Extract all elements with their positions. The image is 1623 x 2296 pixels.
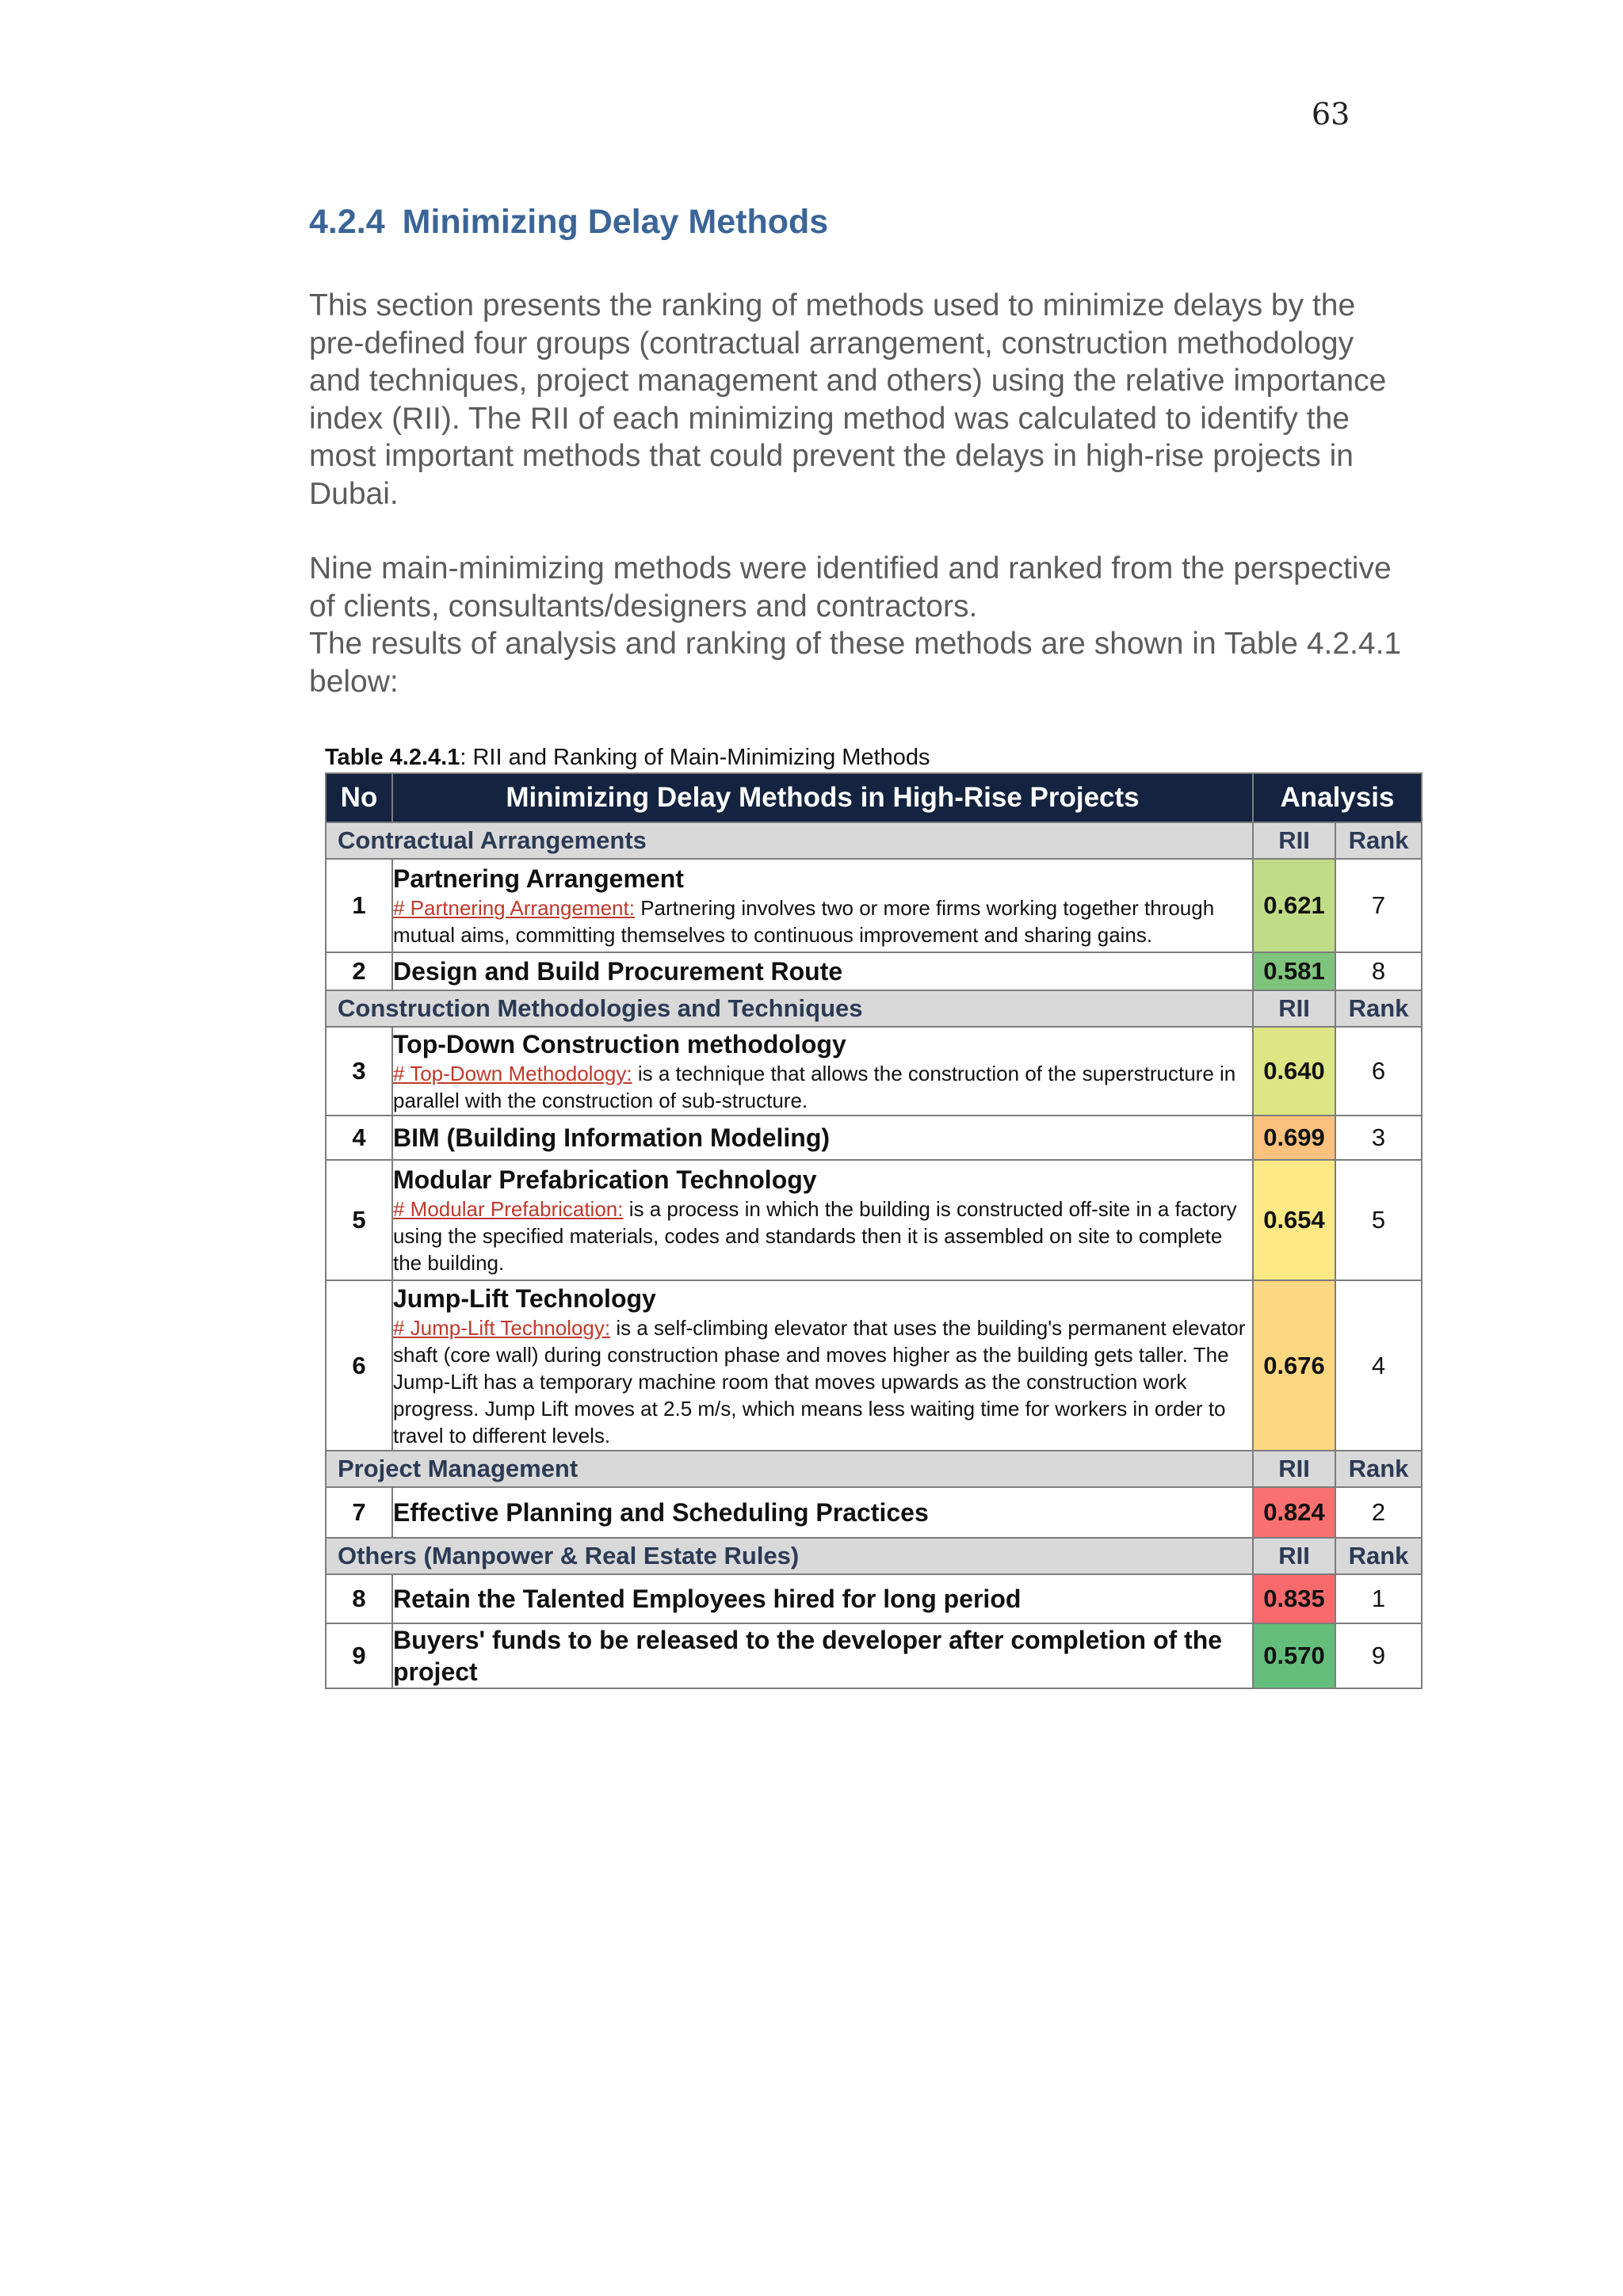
page-number: 63 [1312,97,1350,132]
rank-value: 6 [1335,1027,1422,1116]
section-heading [309,203,828,242]
rank-value: 1 [1335,1574,1422,1623]
header-analysis: Analysis [1253,773,1422,822]
section-number: 4.2.4 [309,203,385,241]
definition-term: # Modular Prefabrication: [393,1197,624,1221]
rii-value: 0.824 [1253,1487,1335,1538]
results-paragraph: The results of analysis and ranking of these methods are shown in Table 4.2.4.1 below: [309,627,1402,699]
method-cell [392,1623,1253,1688]
rii-value: 0.621 [1253,859,1335,952]
table-caption [325,745,930,771]
method-number: 6 [326,1280,392,1451]
method-description [393,1060,1252,1114]
definition-term: # Partnering Arrangement: [393,896,635,920]
rank-value: 2 [1335,1487,1422,1538]
method-number: 4 [326,1116,392,1160]
table-header-row [326,773,1422,822]
method-title: Effective Planning and Scheduling Practices [393,1498,929,1527]
method-description [393,894,1252,948]
header-method: Minimizing Delay Methods in High-Rise Projects [392,773,1253,822]
method-cell [392,1574,1253,1623]
table-row [326,1280,1422,1451]
rii-value: 0.640 [1253,1027,1335,1116]
definition-term: # Jump-Lift Technology: [393,1315,611,1340]
table-caption-text: : RII and Ranking of Main-Minimizing Methods [460,745,930,770]
group-rii-label: RII [1253,990,1335,1027]
rank-value: 3 [1335,1116,1422,1160]
method-number: 7 [326,1487,392,1538]
method-title: Retain the Talented Employees hired for long period [393,1585,1022,1613]
group-header-row [326,1538,1422,1574]
method-title: Design and Build Procurement Route [393,957,843,986]
rii-value: 0.676 [1253,1280,1335,1451]
definition-text: is a process in which the building is constructed off-site in a factory using the specified materials, codes and standards then it is assembled on site to complete the building. [393,1197,1237,1275]
table-row [326,1623,1422,1688]
rank-value: 5 [1335,1160,1422,1280]
method-description [393,1314,1252,1449]
method-title: Modular Prefabrication Technology [393,1165,817,1194]
rank-value: 4 [1335,1280,1422,1451]
group-rii-label: RII [1253,1538,1335,1574]
method-cell [392,1280,1253,1451]
method-cell [392,1487,1253,1538]
table-body [326,822,1422,1688]
header-no: No [326,773,392,822]
rii-ranking-table [325,772,1423,1689]
group-rii-label: RII [1253,822,1335,859]
group-name: Construction Methodologies and Techniques [326,990,1253,1027]
method-cell [392,859,1253,952]
definition-term: # Top-Down Methodology: [393,1062,632,1085]
group-header-row [326,990,1422,1027]
method-number: 5 [326,1160,392,1280]
group-rank-label: Rank [1335,822,1422,859]
table-row [326,1487,1422,1538]
method-number: 8 [326,1574,392,1623]
method-cell [392,952,1253,990]
group-rank-label: Rank [1335,1451,1422,1487]
method-number: 1 [326,859,392,952]
rii-value: 0.654 [1253,1160,1335,1280]
table-caption-label: Table 4.2.4.1 [325,745,460,770]
section-title: Minimizing Delay Methods [402,203,829,241]
group-name: Others (Manpower & Real Estate Rules) [326,1538,1253,1574]
group-rank-label: Rank [1335,1538,1422,1574]
table-row [326,1027,1422,1116]
group-name: Contractual Arrangements [326,822,1253,859]
rii-value: 0.835 [1253,1574,1335,1623]
method-title: Jump-Lift Technology [393,1283,656,1313]
group-name: Project Management [326,1451,1253,1487]
method-title: Partnering Arrangement [393,864,684,893]
group-rank-label: Rank [1335,990,1422,1027]
table-row [326,859,1422,952]
definition-text: Partnering involves two or more firms working together through mutual aims, committing themselves to continuous improvement and sharing gains. [393,896,1215,947]
group-header-row [326,1451,1422,1487]
table-row [326,1574,1422,1623]
method-cell [392,1116,1253,1160]
method-title: Buyers' funds to be released to the developer after completion of the project [393,1626,1223,1686]
method-title: BIM (Building Information Modeling) [393,1123,831,1152]
table-row [326,952,1422,990]
method-cell [392,1027,1253,1116]
table-row [326,1160,1422,1280]
methods-paragraph: Nine main-minimizing methods were identified and ranked from the perspective of clients, consultants/designers and contractors. [309,551,1392,624]
rii-value: 0.581 [1253,952,1335,990]
rank-value: 9 [1335,1623,1422,1688]
method-title: Top-Down Construction methodology [393,1030,846,1058]
method-cell [392,1160,1253,1280]
method-number: 3 [326,1027,392,1116]
rii-value: 0.570 [1253,1623,1335,1688]
intro-paragraph: This section presents the ranking of methods used to minimize delays by the pre-defined four groups (contractual arrangement, construction methodology and techniques, project management and others) using the relative importance index (RII). The RII of each minimizing method was calculated to identify the most important methods that could prevent the delays in high-rise projects in Dubai. [309,288,1387,511]
rank-value: 7 [1335,859,1422,952]
rank-value: 8 [1335,952,1422,990]
definition-text: is a technique that allows the construction of the superstructure in parallel with the construction of sub-structure. [393,1062,1236,1112]
method-description [393,1196,1252,1276]
method-number: 9 [326,1623,392,1688]
table-row [326,1116,1422,1160]
definition-text: is a self-climbing elevator that uses the building's permanent elevator shaft (core wall) during construction phase and moves higher as the building gets taller. The Jump-Lift has a temporary machine room that moves upwards as the construction work progress. Jump Lift moves at 2.5 m/s, which means less waiting time for workers in order to travel to different levels. [393,1315,1246,1447]
group-header-row [326,822,1422,859]
rii-value: 0.699 [1253,1116,1335,1160]
method-number: 2 [326,952,392,990]
group-rii-label: RII [1253,1451,1335,1487]
